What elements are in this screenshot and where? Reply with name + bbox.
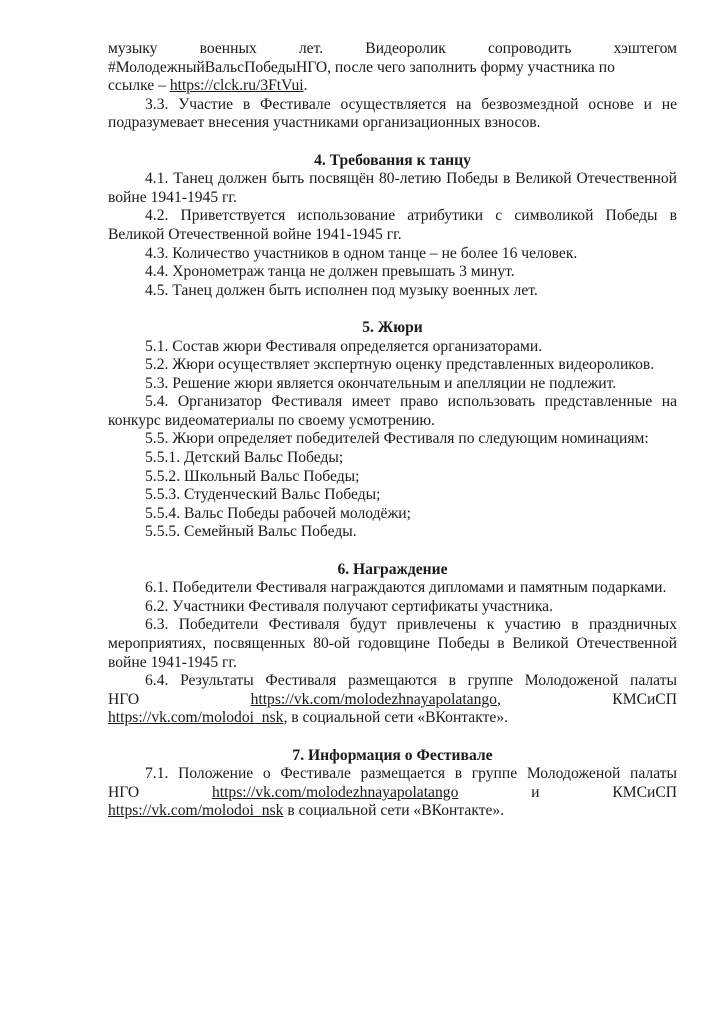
paragraph-6-3: 6.3. Победители Фестиваля будут привлечены к участию в праздничных мероприятиях, посвященных 80-ой годовщине Победы в Великой Отечественной войне 1941-1945 гг. bbox=[108, 616, 677, 671]
vk-link-molodoi-nsk[interactable]: https://vk.com/molodoi_nsk bbox=[108, 802, 284, 820]
paragraph-7-1-line-1: 7.1. Положение о Фестивале размещается в группе Молодоженой палаты bbox=[145, 765, 677, 783]
section-4-title: 4. Требования к танцу bbox=[314, 151, 471, 169]
continuation-line-1: музыку военных лет. Видеоролик сопроводить хэштегом bbox=[108, 40, 677, 57]
vk-link-molodezhnayapolatango[interactable]: https://vk.com/molodezhnayapolatango bbox=[211, 783, 459, 801]
nomination-item: 5.5.2. Школьный Вальс Победы; bbox=[145, 467, 360, 485]
link-prefix: ссылке – bbox=[108, 77, 170, 95]
continuation-line-2 bbox=[108, 59, 677, 78]
section-7-title: 7. Информация о Фестивале bbox=[292, 746, 493, 764]
continuation-line-3 bbox=[108, 77, 677, 96]
paragraph-4-2: 4.2. Приветствуется использование атрибутики с символикой Победы в Великой Отечественной войне 1941-1945 гг. bbox=[108, 207, 677, 243]
nomination-item: 5.5.1. Детский Вальс Победы; bbox=[145, 449, 344, 467]
comma: , bbox=[496, 690, 501, 708]
paragraph-6-4-line-2 bbox=[108, 691, 677, 710]
nomination-item: 5.5.3. Студенческий Вальс Победы; bbox=[145, 486, 381, 504]
social-network-text: в социальной сети «ВКонтакте». bbox=[283, 802, 505, 820]
paragraph-7-1-line-3 bbox=[108, 802, 677, 821]
paragraph-7-1-line-2 bbox=[108, 784, 677, 803]
vk-link-molodezhnayapolatango[interactable]: https://vk.com/molodezhnayapolatango bbox=[250, 690, 497, 708]
paragraph-6-4-line-1: 6.4. Результаты Фестиваля размещаются в группе Молодоженой палаты bbox=[145, 672, 677, 690]
form-link[interactable]: https://clck.ru/3FtVui bbox=[169, 77, 304, 95]
paragraph-5-1: 5.1. Состав жюри Фестиваля определяется организаторами. bbox=[145, 337, 543, 355]
kmsisp-label: КМСиСП bbox=[612, 783, 678, 801]
paragraph-6-2: 6.2. Участники Фестиваля получают сертификаты участника. bbox=[145, 597, 553, 615]
paragraph-4-4: 4.4. Хронометраж танца не должен превышать 3 минут. bbox=[145, 263, 515, 281]
paragraph-7-1 bbox=[108, 765, 677, 821]
vk-link-molodoi-nsk[interactable]: https://vk.com/molodoi_nsk bbox=[108, 709, 284, 727]
nomination-item: 5.5.5. Семейный Вальс Победы. bbox=[145, 523, 357, 541]
section-5-title: 5. Жюри bbox=[362, 318, 423, 336]
paragraph-4-1: 4.1. Танец должен быть посвящён 80-летию Победы в Великой Отечественной войне 1941-1945 гг. bbox=[108, 170, 677, 206]
paragraph-5-2: 5.2. Жюри осуществляет экспертную оценку представленных видеороликов. bbox=[145, 356, 655, 374]
and-word: и bbox=[531, 783, 540, 801]
paragraph-4-3: 4.3. Количество участников в одном танце – не более 16 человек. bbox=[145, 244, 578, 262]
ngo-label: НГО bbox=[108, 690, 140, 708]
ngo-label: НГО bbox=[108, 783, 140, 801]
nomination-item: 5.5.4. Вальс Победы рабочей молодёжи; bbox=[145, 504, 411, 522]
paragraph-5-3: 5.3. Решение жюри является окончательным и апелляции не подлежит. bbox=[145, 374, 617, 392]
paragraph-3-3: 3.3. Участие в Фестивале осуществляется на безвозмездной основе и не подразумевает внесения участниками организационных взносов. bbox=[108, 95, 677, 132]
kmsisp-label: КМСиСП bbox=[612, 690, 677, 708]
link-suffix: . bbox=[303, 77, 308, 95]
paragraph-6-1: 6.1. Победители Фестиваля награждаются дипломами и памятным подарками. bbox=[145, 579, 667, 597]
hashtag-text: #МолодежныйВальсПобедыНГО, после чего заполнить форму участника по bbox=[108, 58, 615, 76]
social-network-text: , в социальной сети «ВКонтакте». bbox=[283, 709, 509, 727]
paragraph-4-5: 4.5. Танец должен быть исполнен под музыку военных лет. bbox=[145, 281, 538, 299]
paragraph-5-5: 5.5. Жюри определяет победителей Фестиваля по следующим номинациям: bbox=[145, 430, 649, 448]
section-6-title: 6. Награждение bbox=[337, 560, 448, 578]
paragraph-5-4: 5.4. Организатор Фестиваля имеет право использовать представленные на конкурс видеоматериалы по своему усмотрению. bbox=[108, 393, 677, 429]
paragraph-6-4-line-3 bbox=[108, 709, 677, 728]
paragraph-6-4 bbox=[108, 672, 677, 728]
